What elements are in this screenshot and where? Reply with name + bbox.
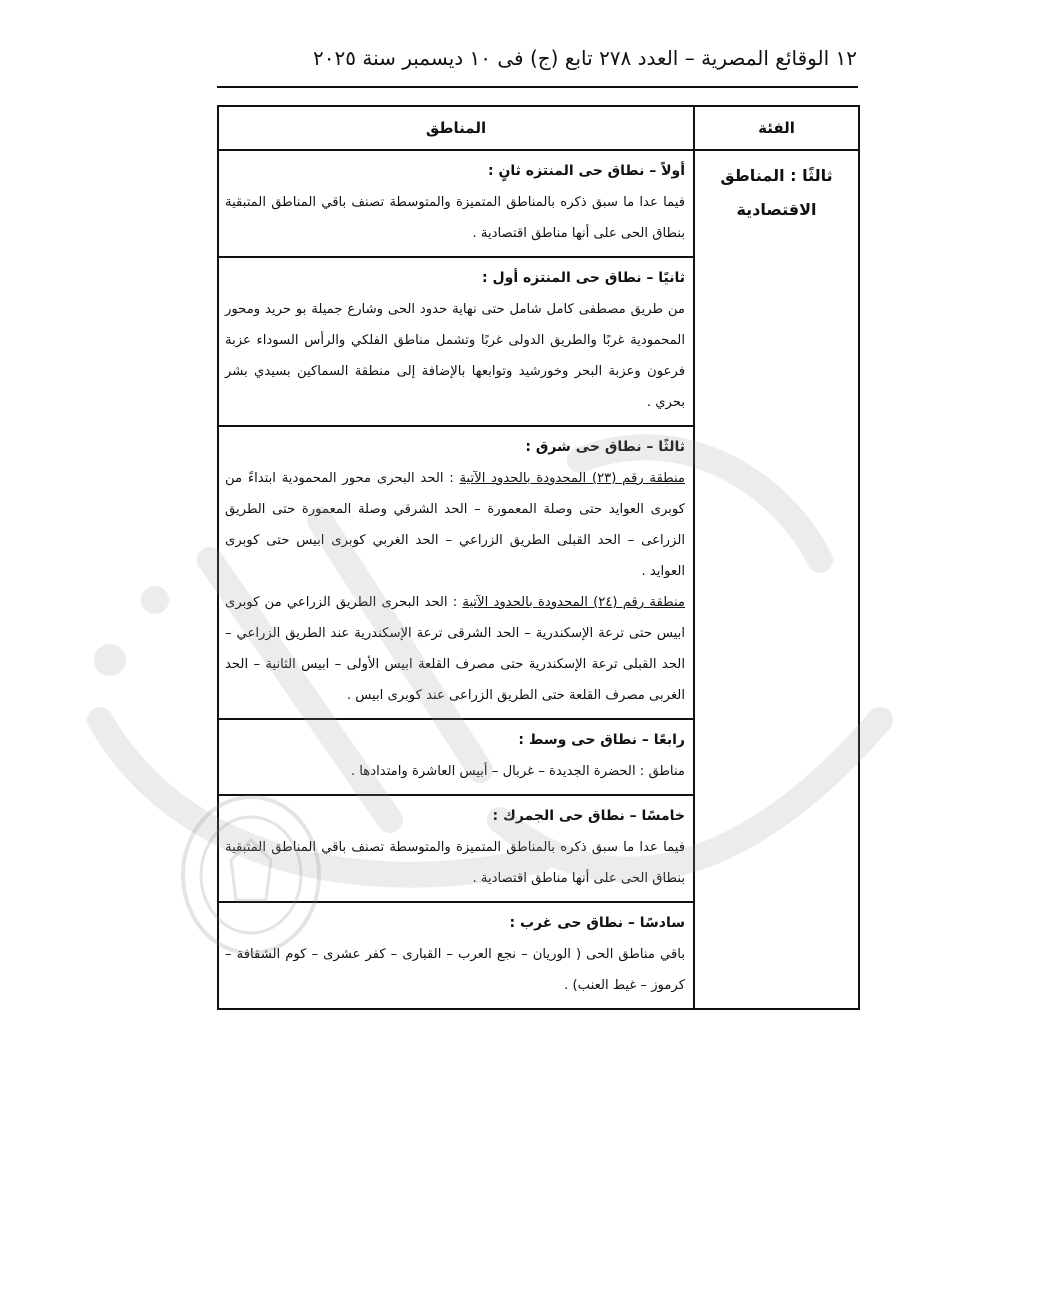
- section-body: مناطق : الحضرة الجديدة – غربال – أبيس العاشرة وامتدادها .: [350, 764, 685, 779]
- section-montaza-1: [218, 257, 694, 426]
- section-title: رابعًا – نطاق حى وسط :: [518, 732, 685, 748]
- zone-23-heading: منطقة رقم (٢٣) المحدودة بالحدود الآتية: [459, 471, 685, 486]
- section-title: ثالثًا – نطاق حى شرق :: [525, 439, 685, 455]
- column-header-category: الفئة: [694, 106, 859, 150]
- zone-24-heading: منطقة رقم (٢٤) المحدودة بالحدود الآتية: [462, 595, 685, 610]
- section-body: باقي مناطق الحى ( الوريان – نجع العرب – القبارى – كفر عشرى – كوم الشقافة – كرموز – غيط العنب) .: [225, 947, 685, 993]
- section-body: فيما عدا ما سبق ذكره بالمناطق المتميزة والمتوسطة تصنف باقي المناطق المتبقية بنطاق الحى على أنها مناطق اقتصادية .: [225, 195, 685, 241]
- section-body: فيما عدا ما سبق ذكره بالمناطق المتميزة والمتوسطة تصنف باقي المناطق المتبقية بنطاق الحى على أنها مناطق اقتصادية .: [225, 840, 685, 886]
- section-title: سادسًا – نطاق حى غرب :: [509, 915, 685, 931]
- section-body: من طريق مصطفى كامل شامل حتى نهاية حدود الحى وشارع جميلة بو حريد ومحور المحمودية غربًا والطريق الدولى غربًا وتشمل مناطق الفلكي والرأس السوداء عزبة فرعون وعزبة البحر وخورشيد وتوابعها بالإضافة إلى منطقة السماكين بسيدي بشر بحري .: [225, 302, 685, 410]
- section-east: [218, 426, 694, 719]
- table-header-row: [218, 106, 859, 150]
- zone-23-body: : الحد البحرى محور المحمودية ابتداءً من كوبرى العوايد حتى وصلة المعمورة – الحد الشرقي وصلة المعمورة حتى الطريق الزراعى – الحد القبلى الطريق الزراعي – الحد الغربي كوبرى ابيس حتى كوبرى العوايد .: [225, 471, 685, 579]
- table-row: [218, 150, 859, 257]
- header-rule: [217, 86, 858, 88]
- page-header: ١٢ الوقائع المصرية – العدد ٢٧٨ تابع (ج) فى ١٠ ديسمبر سنة ٢٠٢٥: [313, 46, 857, 70]
- zone-24-body: : الحد البحرى الطريق الزراعي من كوبرى ابيس حتى ترعة الإسكندرية – الحد الشرقى ترعة الإسكندرية عند الطريق الزراعي – الحد القبلى ترعة الإسكندرية حتى مصرف القلعة ابيس الأولى – ابيس الثانية – الحد الغربى مصرف القلعة حتى الطريق الزراعى عند كوبرى ابيس .: [225, 595, 685, 703]
- section-west: [218, 902, 694, 1009]
- section-center: [218, 719, 694, 795]
- zone-23-text: [225, 463, 685, 587]
- column-header-areas: المناطق: [218, 106, 694, 150]
- category-cell: ثالثًا : المناطق الاقتصادية: [694, 150, 859, 1009]
- section-title: أولاً – نطاق حى المنتزه ثانٍ :: [488, 163, 685, 179]
- section-title: خامسًا – نطاق حى الجمرك :: [492, 808, 685, 824]
- zones-table: [217, 105, 860, 1010]
- section-montaza-2: [218, 150, 694, 257]
- section-title: ثانيًا – نطاق حى المنتزه أول :: [482, 270, 685, 286]
- section-gomrok: [218, 795, 694, 902]
- zone-24-text: [225, 587, 685, 711]
